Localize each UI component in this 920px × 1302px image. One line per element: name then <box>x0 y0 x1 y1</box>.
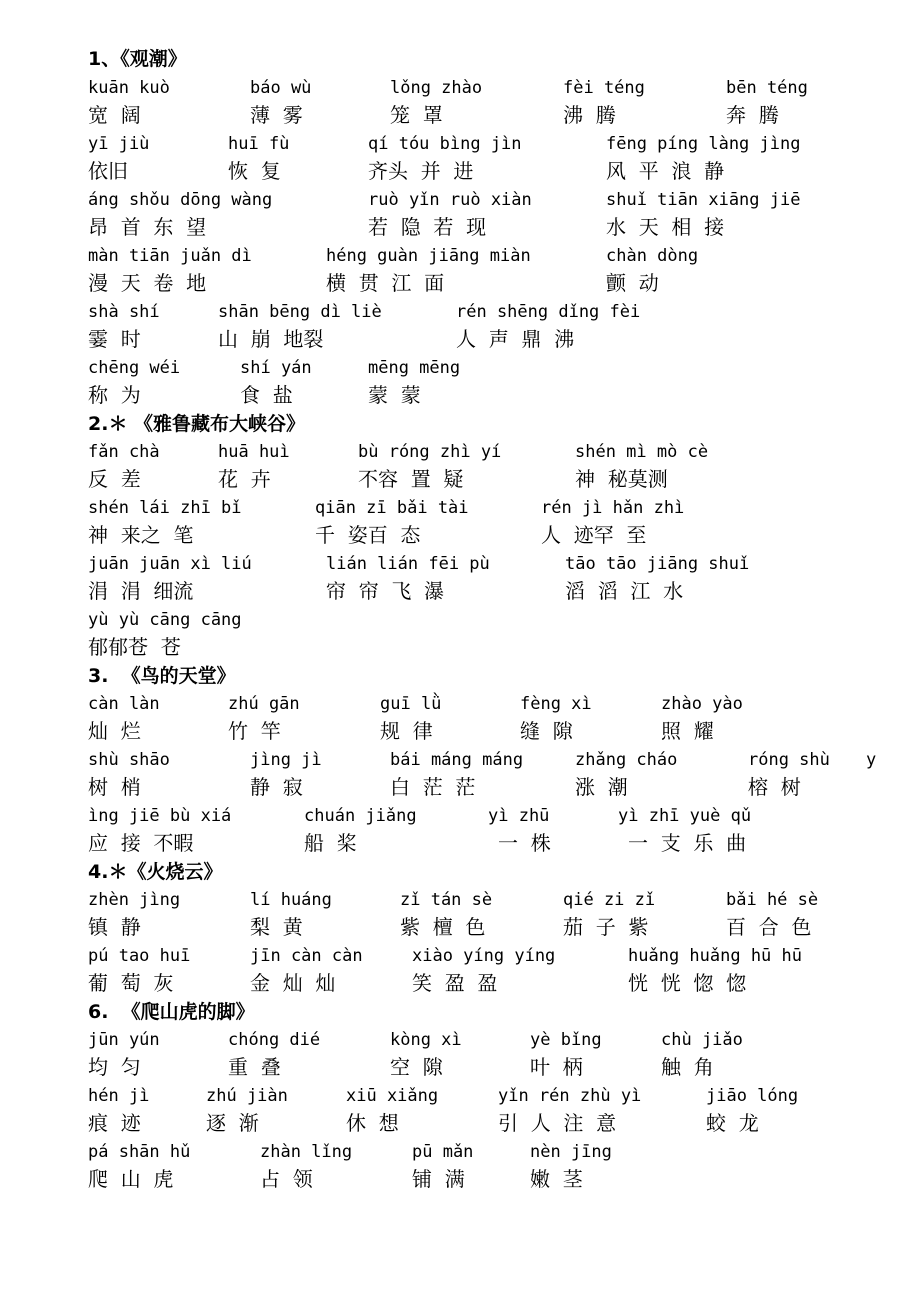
pinyin-word: shān bēng dì liè <box>218 302 382 322</box>
pinyin-row <box>0 1084 920 1112</box>
lesson-title: 1、《观潮》 <box>88 48 187 70</box>
pinyin-word: chàn dòng <box>606 246 699 266</box>
pinyin-word: zhǎng cháo <box>575 750 678 770</box>
hanzi-word: 叶 柄 <box>530 1055 583 1079</box>
hanzi-word: 风 平 浪 静 <box>606 159 725 183</box>
pinyin-word: zhào yào <box>661 694 743 714</box>
hanzi-word: 嫩 茎 <box>530 1167 583 1191</box>
hanzi-word: 奔 腾 <box>726 103 779 127</box>
pinyin-word: mēng mēng <box>368 358 461 378</box>
lesson-heading-4 <box>0 859 920 887</box>
pinyin-row <box>0 440 920 468</box>
hanzi-word: 蛟 龙 <box>706 1111 759 1135</box>
hanzi-word: 沸 腾 <box>563 103 616 127</box>
hanzi-word: 郁郁苍 苍 <box>88 635 181 659</box>
hanzi-row <box>0 969 920 997</box>
pinyin-word: shén mì mò cè <box>575 442 709 462</box>
hanzi-word: 竹 竿 <box>228 719 281 743</box>
hanzi-word: 镇 静 <box>88 915 141 939</box>
hanzi-word: 痕 迹 <box>88 1111 141 1135</box>
hanzi-word: 均 匀 <box>88 1055 141 1079</box>
lesson-heading-5 <box>0 999 920 1027</box>
lesson-title: 3. 《鸟的天堂》 <box>88 665 236 687</box>
hanzi-row <box>0 325 920 353</box>
hanzi-row <box>0 1053 920 1081</box>
pinyin-word: chù jiǎo <box>661 1030 743 1050</box>
hanzi-word: 颤 动 <box>606 271 659 295</box>
hanzi-row <box>0 717 920 745</box>
pinyin-word: báo wù <box>250 78 312 98</box>
hanzi-row <box>0 773 920 801</box>
pinyin-word: qí tóu bìng jìn <box>368 134 522 154</box>
hanzi-word: 齐头 并 进 <box>368 159 474 183</box>
pinyin-word: yù yù cāng cāng <box>88 610 242 630</box>
hanzi-word: 葡 萄 灰 <box>88 971 174 995</box>
pinyin-word: bǎi hé sè <box>726 890 819 910</box>
pinyin-word: tāo tāo jiāng shuǐ <box>565 554 750 574</box>
pinyin-word: zhú gān <box>228 694 300 714</box>
hanzi-word: 百 合 色 <box>726 915 812 939</box>
lesson-title: 2.＊ 《雅鲁藏布大峡谷》 <box>88 413 306 435</box>
hanzi-word: 水 天 相 接 <box>606 215 725 239</box>
pinyin-word: huǎng huǎng hū hū <box>628 946 802 966</box>
pinyin-word: ruò yǐn ruò xiàn <box>368 190 532 210</box>
pinyin-row <box>0 1028 920 1056</box>
lesson-heading-2 <box>0 411 920 439</box>
pinyin-word: bù róng zhì yí <box>358 442 502 462</box>
pinyin-word: héng guàn jiāng miàn <box>326 246 531 266</box>
pinyin-word: zǐ tán sè <box>400 890 493 910</box>
hanzi-word: 神 秘莫测 <box>575 467 668 491</box>
pinyin-row <box>0 692 920 720</box>
hanzi-word: 灿 烂 <box>88 719 141 743</box>
pinyin-row <box>0 188 920 216</box>
pinyin-row <box>0 748 920 776</box>
hanzi-word: 昂 首 东 望 <box>88 215 207 239</box>
pinyin-word: zhàn lǐng <box>260 1142 353 1162</box>
hanzi-word: 不容 置 疑 <box>358 467 464 491</box>
pinyin-word: hén jì <box>88 1086 150 1106</box>
hanzi-word: 横 贯 江 面 <box>326 271 445 295</box>
hanzi-word: 金 灿 灿 <box>250 971 336 995</box>
hanzi-word: 笑 盈 盈 <box>412 971 498 995</box>
pinyin-word: fèi téng <box>563 78 645 98</box>
pinyin-word: huī fù <box>228 134 290 154</box>
hanzi-word: 重 叠 <box>228 1055 281 1079</box>
hanzi-word: 恍 恍 惚 惚 <box>628 971 747 995</box>
pinyin-word: xiào yíng yíng <box>412 946 556 966</box>
hanzi-word: 白 茫 茫 <box>390 775 476 799</box>
hanzi-word: 引 人 注 意 <box>498 1111 617 1135</box>
pinyin-row <box>0 300 920 328</box>
pinyin-word: yè bǐng <box>530 1030 602 1050</box>
hanzi-word: 恢 复 <box>228 159 281 183</box>
pinyin-word: lián lián fēi pù <box>326 554 490 574</box>
hanzi-word: 照 耀 <box>661 719 714 743</box>
pinyin-word: fēng píng làng jìng <box>606 134 801 154</box>
hanzi-word: 静 寂 <box>250 775 303 799</box>
hanzi-word: 占 领 <box>260 1167 313 1191</box>
hanzi-word: 爬 山 虎 <box>88 1167 174 1191</box>
pinyin-word: bēn téng <box>726 78 808 98</box>
hanzi-row <box>0 521 920 549</box>
pinyin-word: yǐn rén zhù yì <box>498 1086 642 1106</box>
pinyin-word: zhèn jìng <box>88 890 181 910</box>
pinyin-row <box>0 132 920 160</box>
pinyin-word: ìng jiē bù xiá <box>88 806 232 826</box>
hanzi-word: 铺 满 <box>412 1167 465 1191</box>
hanzi-word: 休 想 <box>346 1111 399 1135</box>
hanzi-word: 缝 隙 <box>520 719 573 743</box>
hanzi-word: 应 接 不暇 <box>88 831 194 855</box>
hanzi-word: 花 卉 <box>218 467 271 491</box>
hanzi-word: 千 姿百 态 <box>315 523 421 547</box>
pinyin-word: qiān zī bǎi tài <box>315 498 469 518</box>
pinyin-word: juān juān xì liú <box>88 554 252 574</box>
pinyin-row <box>0 804 920 832</box>
pinyin-word: róng shù <box>748 750 830 770</box>
pinyin-word: bái máng máng <box>390 750 524 770</box>
hanzi-row <box>0 269 920 297</box>
hanzi-word: 霎 时 <box>88 327 141 351</box>
pinyin-word: màn tiān juǎn dì <box>88 246 252 266</box>
hanzi-word: 一 株 <box>498 831 551 855</box>
pinyin-word: yì zhū <box>488 806 550 826</box>
hanzi-word: 紫 檀 色 <box>400 915 486 939</box>
pinyin-word: yì zhī yuè qǔ <box>618 806 752 826</box>
pinyin-word: pá shān hǔ <box>88 1142 191 1162</box>
pinyin-row <box>0 888 920 916</box>
pinyin-row <box>0 496 920 524</box>
hanzi-word: 人 声 鼎 沸 <box>456 327 575 351</box>
hanzi-word: 逐 渐 <box>206 1111 259 1135</box>
hanzi-row <box>0 829 920 857</box>
pinyin-word: càn làn <box>88 694 160 714</box>
pinyin-word: guī lǜ <box>380 694 442 714</box>
pinyin-word: fǎn chà <box>88 442 160 462</box>
hanzi-row <box>0 1109 920 1137</box>
pinyin-word: shí yán <box>240 358 312 378</box>
hanzi-word: 帘 帘 飞 瀑 <box>326 579 445 603</box>
pinyin-word: shù shāo <box>88 750 170 770</box>
hanzi-row <box>0 1165 920 1193</box>
hanzi-row <box>0 913 920 941</box>
pinyin-word: rén shēng dǐng fèi <box>456 302 641 322</box>
lesson-heading-1 <box>0 46 920 74</box>
pinyin-row <box>0 356 920 384</box>
hanzi-word: 若 隐 若 现 <box>368 215 487 239</box>
pinyin-word: jiāo lóng <box>706 1086 799 1106</box>
hanzi-word: 梨 黄 <box>250 915 303 939</box>
hanzi-word: 依旧 <box>88 159 128 183</box>
pinyin-word: lí huáng <box>250 890 332 910</box>
pinyin-word: shà shí <box>88 302 160 322</box>
pinyin-row <box>0 608 920 636</box>
hanzi-word: 涨 潮 <box>575 775 628 799</box>
hanzi-word: 漫 天 卷 地 <box>88 271 207 295</box>
hanzi-word: 船 桨 <box>304 831 357 855</box>
hanzi-word: 滔 滔 江 水 <box>565 579 684 603</box>
pinyin-word: fèng xì <box>520 694 592 714</box>
pinyin-word: shén lái zhī bǐ <box>88 498 242 518</box>
pinyin-word: pú tao huī <box>88 946 191 966</box>
hanzi-row <box>0 157 920 185</box>
hanzi-row <box>0 577 920 605</box>
pinyin-word: chēng wéi <box>88 358 181 378</box>
hanzi-word: 食 盐 <box>240 383 293 407</box>
hanzi-word: 人 迹罕 至 <box>541 523 647 547</box>
hanzi-word: 茄 子 紫 <box>563 915 649 939</box>
pinyin-word: zhú jiàn <box>206 1086 288 1106</box>
hanzi-row <box>0 633 920 661</box>
pinyin-word: chuán jiǎng <box>304 806 417 826</box>
hanzi-word: 空 隙 <box>390 1055 443 1079</box>
lesson-title: 4.＊《火烧云》 <box>88 861 223 883</box>
pinyin-row <box>0 944 920 972</box>
hanzi-word: 笼 罩 <box>390 103 443 127</box>
hanzi-word: 涓 涓 细流 <box>88 579 194 603</box>
hanzi-word: 神 来之 笔 <box>88 523 194 547</box>
pinyin-word: áng shǒu dōng wàng <box>88 190 273 210</box>
pinyin-row <box>0 244 920 272</box>
pinyin-word: kuān kuò <box>88 78 170 98</box>
hanzi-word: 榕 树 <box>748 775 801 799</box>
hanzi-word: 反 差 <box>88 467 141 491</box>
pinyin-word: huā huì <box>218 442 290 462</box>
pinyin-word: nèn jīng <box>530 1142 612 1162</box>
pinyin-word: pū mǎn <box>412 1142 474 1162</box>
hanzi-word: 蒙 蒙 <box>368 383 421 407</box>
pinyin-word: yī jiù <box>88 134 150 154</box>
hanzi-word: 薄 雾 <box>250 103 303 127</box>
pinyin-word: jūn yún <box>88 1030 160 1050</box>
pinyin-word: xiū xiǎng <box>346 1086 439 1106</box>
hanzi-row <box>0 213 920 241</box>
hanzi-word: 规 律 <box>380 719 433 743</box>
hanzi-word: 树 梢 <box>88 775 141 799</box>
lesson-title: 6. 《爬山虎的脚》 <box>88 1001 255 1023</box>
hanzi-row <box>0 101 920 129</box>
pinyin-row <box>0 552 920 580</box>
hanzi-word: 宽 阔 <box>88 103 141 127</box>
pinyin-word: chóng dié <box>228 1030 321 1050</box>
hanzi-word: 山 崩 地裂 <box>218 327 324 351</box>
pinyin-row <box>0 1140 920 1168</box>
pinyin-word: y <box>866 750 877 770</box>
pinyin-word: lǒng zhào <box>390 78 483 98</box>
pinyin-word: jīn càn càn <box>250 946 363 966</box>
pinyin-row <box>0 76 920 104</box>
hanzi-word: 触 角 <box>661 1055 714 1079</box>
pinyin-word: qié zi zǐ <box>563 890 656 910</box>
pinyin-word: rén jì hǎn zhì <box>541 498 685 518</box>
pinyin-word: shuǐ tiān xiāng jiē <box>606 190 801 210</box>
hanzi-word: 称 为 <box>88 383 141 407</box>
hanzi-row <box>0 465 920 493</box>
hanzi-word: 一 支 乐 曲 <box>628 831 747 855</box>
hanzi-row <box>0 381 920 409</box>
pinyin-word: jìng jì <box>250 750 322 770</box>
pinyin-word: kòng xì <box>390 1030 462 1050</box>
lesson-heading-3 <box>0 663 920 691</box>
